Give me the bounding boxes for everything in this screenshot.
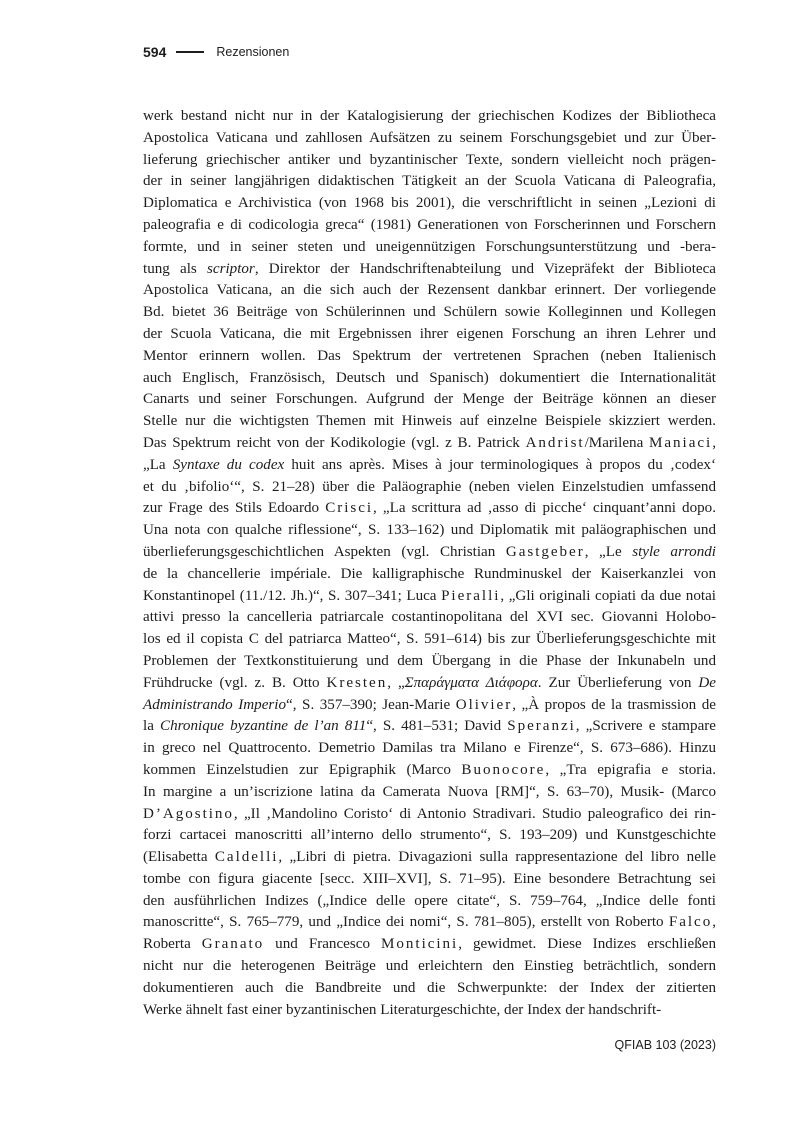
text-run: (Elisabetta xyxy=(143,849,215,866)
author-name: Crisci xyxy=(325,500,374,517)
text-line xyxy=(143,237,716,259)
italic-title: Administrando Imperio xyxy=(143,696,287,713)
text-line xyxy=(143,324,716,346)
text-run: formte, und in seiner steten und uneigennützigen Forschungsunterstützung und -bera- xyxy=(143,238,716,255)
author-name: Kresten xyxy=(326,674,388,691)
text-line xyxy=(143,782,716,804)
text-line xyxy=(143,215,716,237)
text-line xyxy=(143,891,716,913)
text-line xyxy=(143,150,716,172)
text-run: , Direktor der Handschriftenabteilung und Vizepräfekt der Biblioteca xyxy=(254,260,716,277)
text-run: Una nota con qualche riflessione“, S. 133–162) und Diplomatik mit paläographischen und xyxy=(143,522,716,539)
text-run: Apostolica Vaticana, an die sich auch der Rezensent dankbar erinnert. Der vorliegende xyxy=(143,282,716,299)
author-name: Gastgeber xyxy=(505,543,585,560)
author-name: Olivier xyxy=(455,696,513,713)
text-run: , „La scrittura ad ‚asso di picche‘ cinquant’anni dopo. xyxy=(373,500,716,517)
text-line xyxy=(143,912,716,934)
italic-title: Σπαράγματα Διάφορα xyxy=(404,674,538,691)
text-run: in greco nel Quattrocento. Demetrio Damilas tra Milano e Firenze“, S. 673–686). Hinzu xyxy=(143,740,716,757)
text-line xyxy=(143,607,716,629)
text-line xyxy=(143,259,716,281)
text-run: , „Scrivere e stampare xyxy=(575,718,717,735)
author-name: Speranzi xyxy=(507,718,576,735)
text-run: auch Englisch, Französisch, Deutsch und Spanisch) dokumentiert die Internationalität xyxy=(143,369,716,386)
text-run: dokumentieren auch die Bandbreite und die Schwerpunkte: der Index der zitierten xyxy=(143,979,716,996)
text-run: Frühdrucke (vgl. z. B. Otto xyxy=(143,674,327,691)
text-line xyxy=(143,1000,716,1022)
text-run: Konstantinopel (11./12. Jh.)“, S. 307–341; Luca xyxy=(143,587,442,604)
text-line xyxy=(143,411,716,433)
header-rule xyxy=(176,51,204,53)
text-run: paleografia e di codicologia greca“ (1981) Generationen von Forscherinnen und Forschern xyxy=(143,216,716,233)
text-line xyxy=(143,193,716,215)
text-run: Bd. bietet 36 Beiträge von Schülerinnen und Schülern sowie Kolleginnen und Kollegen xyxy=(143,304,716,321)
text-line xyxy=(143,629,716,651)
text-line xyxy=(143,106,716,128)
text-line xyxy=(143,804,716,826)
text-run: zur Frage des Stils Edoardo xyxy=(143,500,326,517)
text-run: tombe con figura giacente [secc. XIII–XVI], S. 71–95). Eine besondere Betrachtung sei xyxy=(143,870,716,887)
text-line xyxy=(143,280,716,302)
text-run: Werke ähnelt fast einer byzantinischen Literaturgeschichte, der Index der handschrift- xyxy=(143,1001,662,1018)
running-header xyxy=(143,44,289,60)
text-run: überlieferungsgeschichtlichen Aspekten (vgl. Christian xyxy=(143,543,506,560)
section-title: Rezensionen xyxy=(216,45,290,59)
text-line xyxy=(143,716,716,738)
text-line xyxy=(143,673,716,695)
author-name: Maniaci xyxy=(649,434,713,451)
text-line xyxy=(143,825,716,847)
text-line xyxy=(143,869,716,891)
text-line xyxy=(143,477,716,499)
text-run: Das Spektrum reicht von der Kodikologie (vgl. z B. Patrick xyxy=(143,434,526,451)
italic-title: Chronique byzantine de l’an 811 xyxy=(160,718,367,735)
text-run: der Scuola Vaticana, die mit Ergebnissen ihrer eigenen Forschung an ihren Lehrer und xyxy=(143,325,716,342)
text-run: , „ xyxy=(387,674,405,691)
text-run: Problemen der Textkonstituierung und dem Übergang in die Phase der Inkunabeln und xyxy=(143,652,716,669)
text-line xyxy=(143,978,716,1000)
italic-title: De xyxy=(698,674,717,691)
text-run: de la chancellerie impériale. Die kalligraphische Rundminuskel der Kaiserkanzlei von xyxy=(143,565,716,582)
author-name: Monticini xyxy=(381,936,459,953)
text-line xyxy=(143,128,716,150)
text-line xyxy=(143,564,716,586)
text-run: . Zur Überlieferung von xyxy=(537,674,699,691)
text-line xyxy=(143,542,716,564)
text-run: , „Il ‚Mandolino Coristo‘ di Antonio Stradivari. Studio paleografico dei rin- xyxy=(233,805,716,822)
text-run: Apostolica Vaticana und zahllosen Aufsätzen zu seinem Forschungsgebiet und zur Über- xyxy=(143,129,716,146)
text-line xyxy=(143,956,716,978)
page-number: 594 xyxy=(143,44,167,60)
author-name: Pieralli xyxy=(441,587,501,604)
text-run: Stelle nur die wichtigsten Themen mit Hinweis auf einzelne Beispiele skizziert werden. xyxy=(143,413,716,430)
text-run: und Francesco xyxy=(264,936,382,953)
text-run: „La xyxy=(143,456,173,473)
text-run: attivi presso la cancelleria patriarcale costantinopolitana del XVI sec. Giovanni Holobo- xyxy=(143,609,716,626)
text-run: der in seiner langjährigen didaktischen Tätigkeit an der Scuola Vaticana di Paleografia, xyxy=(143,173,716,190)
text-line xyxy=(143,847,716,869)
text-run: los ed il copista C del patriarca Matteo“, S. 591–614) bis zur Überlieferungsgeschichte mit xyxy=(143,631,716,648)
text-run: , xyxy=(712,434,716,451)
author-name: Buonocore xyxy=(461,761,546,778)
text-line xyxy=(143,738,716,760)
author-name: Granato xyxy=(201,936,265,953)
text-line xyxy=(143,934,716,956)
text-line xyxy=(143,695,716,717)
text-run: kommen Einzelstudien zur Epigraphik (Marco xyxy=(143,761,462,778)
italic-title: Syntaxe du codex xyxy=(172,456,285,473)
text-run: , „Le xyxy=(584,543,633,560)
text-run: werk bestand nicht nur in der Katalogisierung der griechischen Kodizes der Bibliotheca xyxy=(143,108,716,124)
text-run: , „Tra epigrafia e storia. xyxy=(545,761,716,778)
text-run: Canarts und seiner Forschungen. Aufgrund der Menge der Beiträge können an dieser xyxy=(143,391,716,408)
text-run: den ausführlichen Indizes („Indice delle opere citate“, S. 759–764, „Indice delle fonti xyxy=(143,892,716,909)
text-run: manoscritte“, S. 765–779, und „Indice dei nomi“, S. 781–805), erstellt von Roberto xyxy=(143,914,669,931)
text-line xyxy=(143,520,716,542)
text-run: huit ans après. Mises à jour terminologiques à propos du ‚codex‘ xyxy=(284,456,716,473)
author-name: Caldelli xyxy=(214,849,279,866)
text-run: la xyxy=(143,718,160,735)
text-run: In margine a un’iscrizione latina da Camerata Nuova [RM]“, S. 63–70), Musik- (Marco xyxy=(143,783,716,800)
text-line xyxy=(143,455,716,477)
text-line xyxy=(143,433,716,455)
text-run: Mentor erinnern wollen. Das Spektrum der vertretenen Sprachen (neben Italienisch xyxy=(143,347,716,364)
text-line xyxy=(143,346,716,368)
text-run: “, S. 481–531; David xyxy=(366,718,508,735)
text-run: nicht nur die heterogenen Beiträge und erleichtern den Einstieg beträchtlich, sondern xyxy=(143,958,716,975)
text-line xyxy=(143,368,716,390)
text-run: et du ‚bifolio‘“, S. 21–28) über die Paläographie (neben vielen Einzelstudien umfassend xyxy=(143,478,716,495)
text-line xyxy=(143,389,716,411)
text-line xyxy=(143,760,716,782)
text-run: “, S. 357–390; Jean-Marie xyxy=(286,696,456,713)
italic-title: scriptor xyxy=(207,260,255,277)
text-run: Diplomatica e Archivistica (von 1968 bis 2001), die verschriftlicht in seinen „Lezioni di xyxy=(143,195,716,212)
text-run: , „À propos de la trasmission de xyxy=(512,696,716,713)
author-name: Andrist xyxy=(525,434,585,451)
text-run: /Marilena xyxy=(584,434,649,451)
text-run: Roberta xyxy=(143,936,202,953)
text-run: , „Libri di pietra. Divagazioni sulla rappresentazione del libro nelle xyxy=(278,849,716,866)
text-line xyxy=(143,586,716,608)
journal-footer: QFIAB 103 (2023) xyxy=(614,1038,716,1052)
text-line xyxy=(143,498,716,520)
text-run: tung als xyxy=(143,260,207,277)
text-run: forzi cartacei manoscritti all’interno dello strumento“, S. 193–209) und Kunstgeschichte xyxy=(143,827,716,844)
text-run: lieferung griechischer antiker und byzantinischer Texte, sondern vielleicht noch prägen- xyxy=(143,151,716,168)
text-line xyxy=(143,302,716,324)
text-run: , „Gli originali copiati da due notai xyxy=(500,587,716,604)
author-name: Falco xyxy=(668,914,713,931)
text-line xyxy=(143,171,716,193)
text-run: , xyxy=(712,914,716,931)
author-name: D’Agostino xyxy=(143,805,234,822)
italic-title: style arrondi xyxy=(632,543,716,560)
review-body-text xyxy=(143,106,716,1021)
text-run: , gewidmet. Diese Indizes erschließen xyxy=(458,936,716,953)
text-line xyxy=(143,651,716,673)
